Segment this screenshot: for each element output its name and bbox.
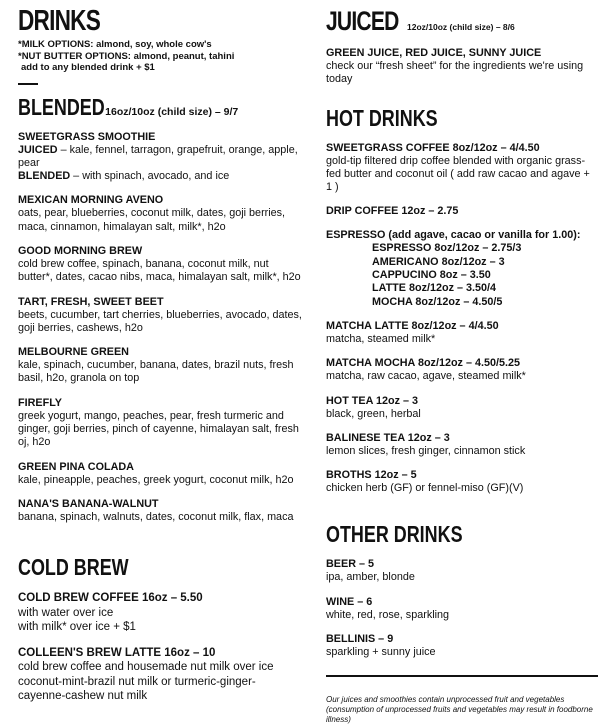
menu-title: DRINKS xyxy=(18,5,101,37)
item-description xyxy=(18,660,303,675)
section-title: OTHER DRINKS xyxy=(326,521,463,548)
options-notes xyxy=(18,39,303,74)
menu-item xyxy=(326,229,598,308)
item-text: white, red, rose, sparkling xyxy=(326,608,450,621)
item-description xyxy=(326,60,598,87)
item-description xyxy=(326,571,598,584)
item-text: with water over ice xyxy=(18,606,114,619)
item-name: BALINESE TEA 12oz – 3 xyxy=(326,431,450,444)
item-text: – kale, fennel, tarragon, grapefruit, orange, apple, pear xyxy=(18,143,298,169)
item-description xyxy=(326,445,598,458)
hot-drinks-items xyxy=(326,142,598,496)
menu-item xyxy=(326,47,598,87)
item-description xyxy=(18,207,303,234)
item-description xyxy=(326,646,598,659)
menu-item xyxy=(326,596,598,622)
item-description xyxy=(18,258,303,285)
item-label: ESPRESSO 8oz/12oz – 2.75/3 xyxy=(372,242,522,255)
item-text: ipa, amber, blonde xyxy=(326,571,415,584)
left-column xyxy=(18,0,303,704)
item-name: MELBOURNE GREEN xyxy=(18,346,129,359)
item-name: GREEN PINA COLADA xyxy=(18,460,134,473)
item-description xyxy=(326,408,598,421)
item-label: MOCHA 8oz/12oz – 4.50/5 xyxy=(372,295,503,308)
item-name: BEER – 5 xyxy=(326,558,375,571)
menu-item xyxy=(18,194,303,234)
item-name: DRIP COFFEE 12oz – 2.75 xyxy=(326,205,459,218)
juiced-items xyxy=(326,47,598,87)
item-text: with milk* over ice + $1 xyxy=(18,621,136,634)
item-name: GOOD MORNING BREW xyxy=(18,244,143,257)
blended-header xyxy=(18,94,303,120)
item-name: ESPRESSO (add agave, cacao or vanilla for 1.00): xyxy=(326,229,581,242)
item-text: matcha, raw cacao, agave, steamed milk* xyxy=(326,370,526,383)
item-name: MATCHA MOCHA 8oz/12oz – 4.50/5.25 xyxy=(326,357,520,370)
menu-item xyxy=(18,498,303,524)
footnote: Our juices and smoothies contain unprocessed fruit and vegetables (consumption of unprocessed fruits and vegetables may result in foodborne illness) xyxy=(326,695,593,725)
note-line: *NUT BUTTER OPTIONS: almond, peanut, tahini xyxy=(18,50,235,62)
menu-item xyxy=(326,205,598,218)
item-text: banana, spinach, walnuts, dates, coconut milk, flax, maca xyxy=(18,510,294,523)
menu-item xyxy=(18,346,303,386)
divider xyxy=(326,675,598,677)
section-subtitle: 12oz/10oz (child size) – 8/6 xyxy=(407,22,515,32)
menu-item xyxy=(326,469,598,495)
item-description xyxy=(18,606,303,621)
item-description xyxy=(18,474,303,487)
item-name: BELLINIS – 9 xyxy=(326,633,394,646)
item-text: check our “fresh sheet” for the ingredients we're using today xyxy=(326,60,584,86)
menu-item xyxy=(326,320,598,346)
item-name: MEXICAN MORNING AVENO xyxy=(18,194,164,207)
menu-item xyxy=(18,296,303,336)
note-line: *MILK OPTIONS: almond, soy, whole cow's xyxy=(18,39,212,50)
item-description xyxy=(326,242,598,255)
blended-items xyxy=(18,131,303,525)
item-label: JUICED xyxy=(18,143,58,156)
item-name: WINE – 6 xyxy=(326,595,373,608)
item-text: – with spinach, avocado, and ice xyxy=(70,170,230,183)
item-text: greek yogurt, mango, peaches, pear, fresh turmeric and ginger, goji berries, pinch of cayenne, himalayan salt, fresh oj, h2o xyxy=(18,409,299,449)
other-drinks-items xyxy=(326,558,598,659)
item-description xyxy=(326,256,598,269)
item-description xyxy=(326,155,598,195)
section-title: COLD BREW xyxy=(18,554,129,581)
item-description xyxy=(18,511,303,524)
menu-item xyxy=(326,357,598,383)
menu-item xyxy=(18,461,303,487)
item-name: FIREFLY xyxy=(18,396,62,409)
item-description xyxy=(326,282,598,295)
item-name: COLLEEN'S BREW LATTE 16oz – 10 xyxy=(18,646,216,659)
menu-item xyxy=(18,591,303,635)
menu-item xyxy=(326,432,598,458)
item-label: AMERICANO 8oz/12oz – 3 xyxy=(372,255,505,268)
item-text: beets, cucumber, tart cherries, blueberries, avocado, dates, goji berries, cashews, h2o xyxy=(18,308,302,334)
item-description xyxy=(18,359,303,386)
item-name: TART, FRESH, SWEET BEET xyxy=(18,295,164,308)
item-name: COLD BREW COFFEE 16oz – 5.50 xyxy=(18,592,203,605)
item-text: matcha, steamed milk* xyxy=(326,332,436,345)
item-description xyxy=(326,370,598,383)
section-title: JUICED xyxy=(326,6,399,36)
item-text: sparkling + sunny juice xyxy=(326,646,436,659)
item-description xyxy=(18,144,303,171)
section-subtitle: 16oz/10oz (child size) – 9/7 xyxy=(105,105,239,118)
item-description xyxy=(18,410,303,450)
item-name: BROTHS 12oz – 5 xyxy=(326,469,417,482)
item-text: chicken herb (GF) or fennel-miso (GF)(V) xyxy=(326,482,524,495)
item-name: HOT TEA 12oz – 3 xyxy=(326,394,418,407)
menu-item xyxy=(326,633,598,659)
item-text: kale, pineapple, peaches, greek yogurt, coconut milk, h2o xyxy=(18,473,294,486)
item-description xyxy=(18,620,303,635)
item-text: cold brew coffee, spinach, banana, coconut milk, nut butter*, dates, cacao nibs, maca, himalayan salt, milk*, h2o xyxy=(18,257,301,284)
item-label: CAPPUCINO 8oz – 3.50 xyxy=(372,269,491,282)
menu-item xyxy=(326,395,598,421)
item-text: black, green, herbal xyxy=(326,407,421,420)
item-label: BLENDED xyxy=(18,170,71,183)
item-name: GREEN JUICE, RED JUICE, SUNNY JUICE xyxy=(326,47,542,59)
right-column xyxy=(326,0,598,725)
section-title: HOT DRINKS xyxy=(326,104,438,131)
section-title: BLENDED xyxy=(18,93,105,120)
item-text: oats, pear, blueberries, coconut milk, dates, goji berries, maca, cinnamon, himalayan salt, milk*, h2o xyxy=(18,207,286,233)
item-name: MATCHA LATTE 8oz/12oz – 4/4.50 xyxy=(326,319,499,332)
item-description xyxy=(326,269,598,282)
menu-item xyxy=(326,558,598,584)
item-description xyxy=(326,333,598,346)
item-description xyxy=(326,296,598,309)
item-label: LATTE 8oz/12oz – 3.50/4 xyxy=(372,282,497,295)
item-text: kale, spinach, cucumber, banana, dates, brazil nuts, fresh basil, h2o, granola on top xyxy=(18,359,294,385)
menu-item xyxy=(18,397,303,450)
menu-item xyxy=(326,142,598,195)
item-text: gold-tip filtered drip coffee blended with organic grass-fed butter and coconut oil ( add raw cacao and agave + 1 ) xyxy=(326,154,590,194)
item-name: NANA'S BANANA-WALNUT xyxy=(18,497,159,510)
item-text: cold brew coffee and housemade nut milk over ice xyxy=(18,661,274,674)
item-text: coconut-mint-brazil nut milk or turmeric-ginger-cayenne-cashew nut milk xyxy=(18,675,256,703)
item-text: lemon slices, fresh ginger, cinnamon stick xyxy=(326,444,526,457)
menu-item xyxy=(18,646,303,704)
note-line: add to any blended drink + $1 xyxy=(21,62,155,73)
cold-brew-items xyxy=(18,591,303,704)
item-name: SWEETGRASS SMOOTHIE xyxy=(18,130,156,143)
item-name: SWEETGRASS COFFEE 8oz/12oz – 4/4.50 xyxy=(326,141,540,154)
item-description xyxy=(18,675,303,704)
juiced-header xyxy=(326,6,598,36)
item-description xyxy=(18,170,303,183)
divider xyxy=(18,83,38,85)
item-description xyxy=(18,309,303,336)
item-description xyxy=(326,609,598,622)
menu-item xyxy=(18,131,303,184)
menu-item xyxy=(18,245,303,285)
item-description xyxy=(326,482,598,495)
